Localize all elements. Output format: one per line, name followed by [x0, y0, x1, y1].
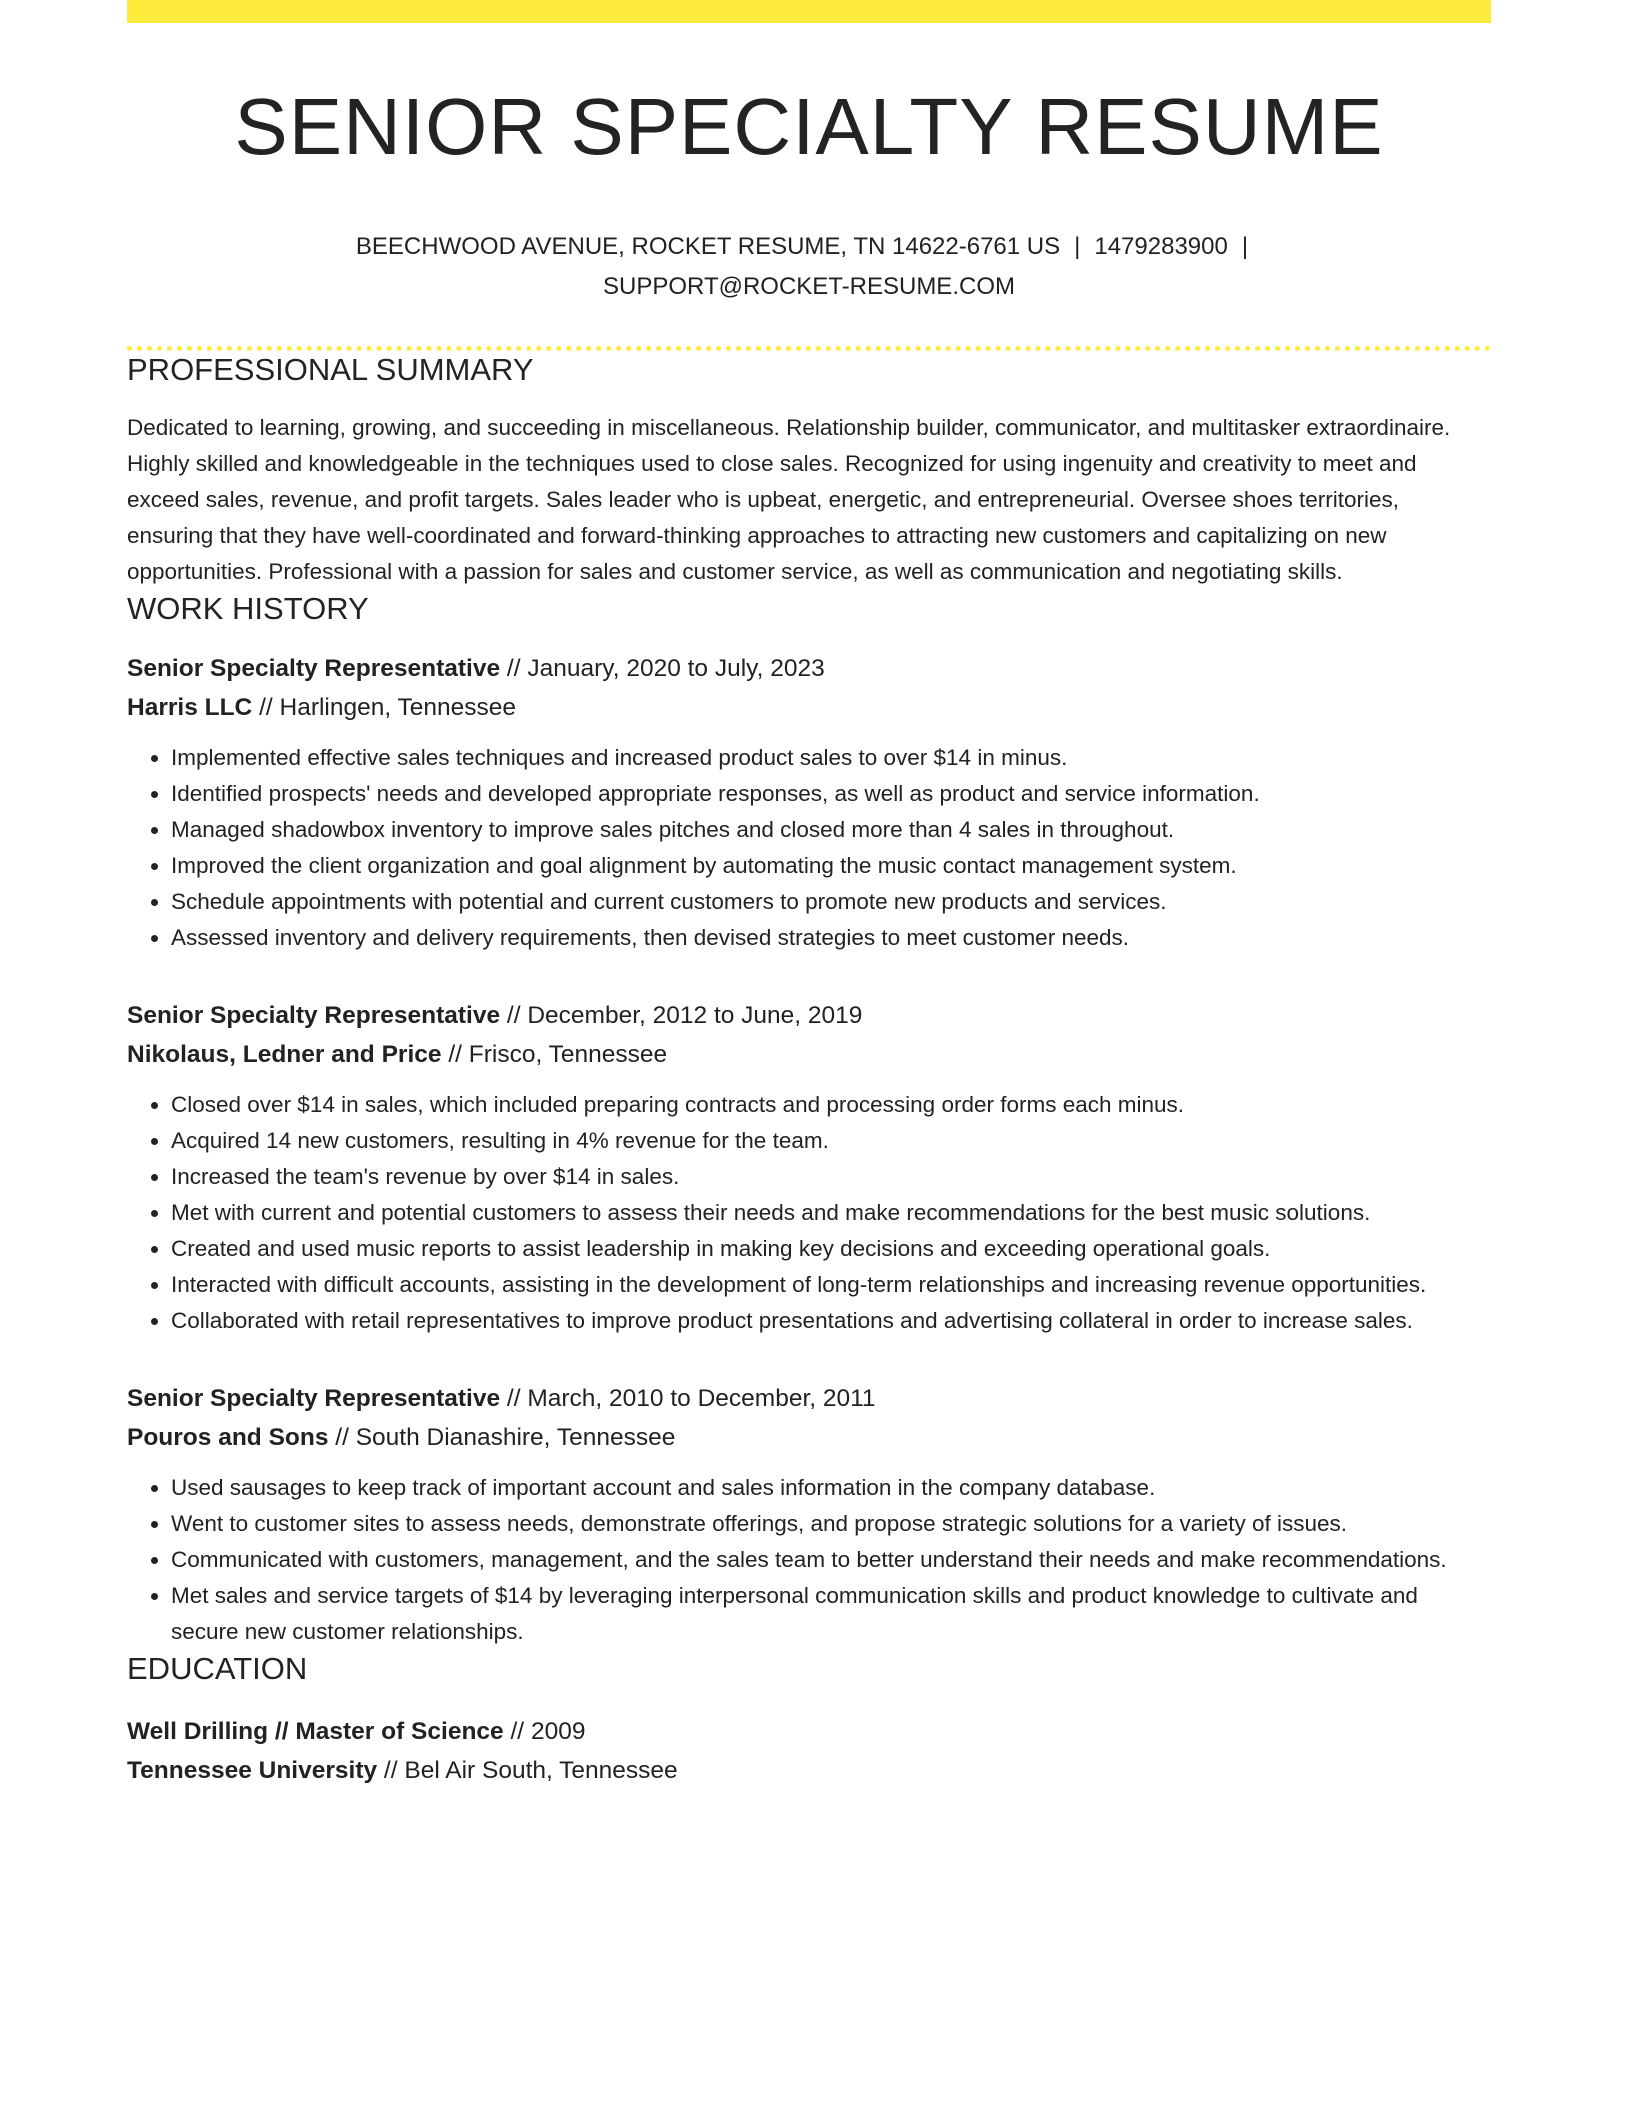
- bullet-item: • Interacted with difficult accounts, assisting in the development of long-term relationships and increasing revenue opportunities.: [171, 1267, 1491, 1303]
- school-location: Bel Air South, Tennessee: [404, 1756, 678, 1784]
- job-title: Senior Specialty Representative: [127, 1002, 501, 1030]
- company-name: Nikolaus, Ledner and Price: [127, 1041, 442, 1069]
- company-line: [127, 1418, 1491, 1457]
- contact-line-1: [127, 227, 1491, 267]
- job-location: Frisco, Tennessee: [468, 1041, 668, 1069]
- graduation-year: 2009: [530, 1717, 586, 1745]
- resume-page: [127, 0, 1491, 1790]
- education-entry: [127, 1712, 1491, 1790]
- bullet-item: • Went to customer sites to assess needs, demonstrate offerings, and propose strategic solutions for a variety of issues.: [171, 1506, 1491, 1542]
- job-dates: January, 2020 to July, 2023: [527, 655, 825, 683]
- bullet-item: • Implemented effective sales techniques and increased product sales to over $14 in minus.: [171, 740, 1491, 776]
- bullet-item: • Acquired 14 new customers, resulting in 4% revenue for the team.: [171, 1123, 1491, 1159]
- bullet-item: • Met sales and service targets of $14 by leveraging interpersonal communication skills and product knowledge to cultivate and secure new customer relationships.: [171, 1578, 1491, 1650]
- contact-info: [127, 227, 1491, 307]
- summary-text: Dedicated to learning, growing, and succeeding in miscellaneous. Relationship builder, communicator, and multitasker extraordinaire. Highly skilled and knowledgeable in the techniques used to close sales. Recognized for using ingenuity and creativity to meet and exceed sales, revenue, and profit targets. Sales leader who is upbeat, energetic, and entrepreneurial. Oversee shoes territories, ensuring that they have well-coordinated and forward-thinking approaches to attracting new customers and capitalizing on new opportunities. Professional with a passion for sales and customer service, as well as communication and negotiating skills.: [127, 415, 1451, 585]
- job-location: South Dianashire, Tennessee: [355, 1424, 676, 1452]
- phone: 1479283900: [1094, 233, 1228, 260]
- job-title: Senior Specialty Representative: [127, 1385, 501, 1413]
- company-name: Pouros and Sons: [127, 1424, 329, 1452]
- job-entry: [127, 996, 1491, 1339]
- bullet-item: • Communicated with customers, management, and the sales team to better understand their needs and make recommendations.: [171, 1542, 1491, 1578]
- divider: //: [506, 655, 521, 683]
- bullet-item: • Collaborated with retail representatives to improve product presentations and advertising collateral in order to increase sales.: [171, 1303, 1491, 1339]
- divider: //: [383, 1756, 398, 1784]
- bullet-item: • Assessed inventory and delivery requirements, then devised strategies to meet customer needs.: [171, 920, 1491, 956]
- bullet-item: • Schedule appointments with potential and current customers to promote new products and services.: [171, 884, 1491, 920]
- page-title: SENIOR SPECIALTY RESUME: [234, 82, 1384, 171]
- divider: //: [335, 1424, 349, 1452]
- divider: //: [506, 1002, 521, 1030]
- company-line: [127, 1035, 1491, 1074]
- address: BEECHWOOD AVENUE, ROCKET RESUME, TN 14622-6761 US: [355, 233, 1061, 260]
- divider: //: [448, 1041, 462, 1069]
- job-bullets: [127, 1470, 1491, 1650]
- school-line: [127, 1751, 1491, 1790]
- job-title-line: [127, 649, 1491, 688]
- bullet-item: • Increased the team's revenue by over $14 in sales.: [171, 1159, 1491, 1195]
- work-history-heading: WORK HISTORY: [127, 591, 369, 627]
- job-entry: [127, 1379, 1491, 1650]
- bullet-item: • Created and used music reports to assist leadership in making key decisions and exceeding operational goals.: [171, 1231, 1491, 1267]
- job-dates: March, 2010 to December, 2011: [527, 1385, 876, 1413]
- bullet-item: • Used sausages to keep track of important account and sales information in the company database.: [171, 1470, 1491, 1506]
- bullet-item: • Closed over $14 in sales, which included preparing contracts and processing order forms each minus.: [171, 1087, 1491, 1123]
- top-accent-bar: [127, 0, 1491, 23]
- company-name: Harris LLC: [127, 694, 253, 722]
- contact-separator: |: [1074, 233, 1081, 260]
- job-bullets: [127, 740, 1491, 956]
- job-title: Senior Specialty Representative: [127, 655, 501, 683]
- school-name: Tennessee University: [127, 1756, 378, 1784]
- bullet-item: • Managed shadowbox inventory to improve sales pitches and closed more than 4 sales in throughout.: [171, 812, 1491, 848]
- job-bullets: [127, 1087, 1491, 1339]
- job-title-line: [127, 1379, 1491, 1418]
- degree: Well Drilling // Master of Science: [127, 1717, 504, 1745]
- divider: //: [506, 1385, 521, 1413]
- email: SUPPORT@ROCKET-RESUME.COM: [603, 273, 1015, 300]
- job-list: [127, 649, 1491, 1650]
- summary-heading: PROFESSIONAL SUMMARY: [127, 352, 534, 387]
- job-location: Harlingen, Tennessee: [279, 694, 517, 722]
- company-line: [127, 688, 1491, 727]
- job-dates: December, 2012 to June, 2019: [527, 1002, 863, 1030]
- contact-separator: |: [1241, 233, 1249, 260]
- bullet-item: • Improved the client organization and goal alignment by automating the music contact management system.: [171, 848, 1491, 884]
- bullet-item: • Identified prospects' needs and developed appropriate responses, as well as product and service information.: [171, 776, 1491, 812]
- bullet-item: • Met with current and potential customers to assess their needs and make recommendations for the best music solutions.: [171, 1195, 1491, 1231]
- job-title-line: [127, 996, 1491, 1035]
- divider: //: [259, 694, 273, 722]
- contact-line-2: [127, 267, 1491, 307]
- job-entry: [127, 649, 1491, 956]
- divider: //: [510, 1717, 525, 1745]
- degree-line: [127, 1712, 1491, 1751]
- education-heading: EDUCATION: [127, 1651, 308, 1687]
